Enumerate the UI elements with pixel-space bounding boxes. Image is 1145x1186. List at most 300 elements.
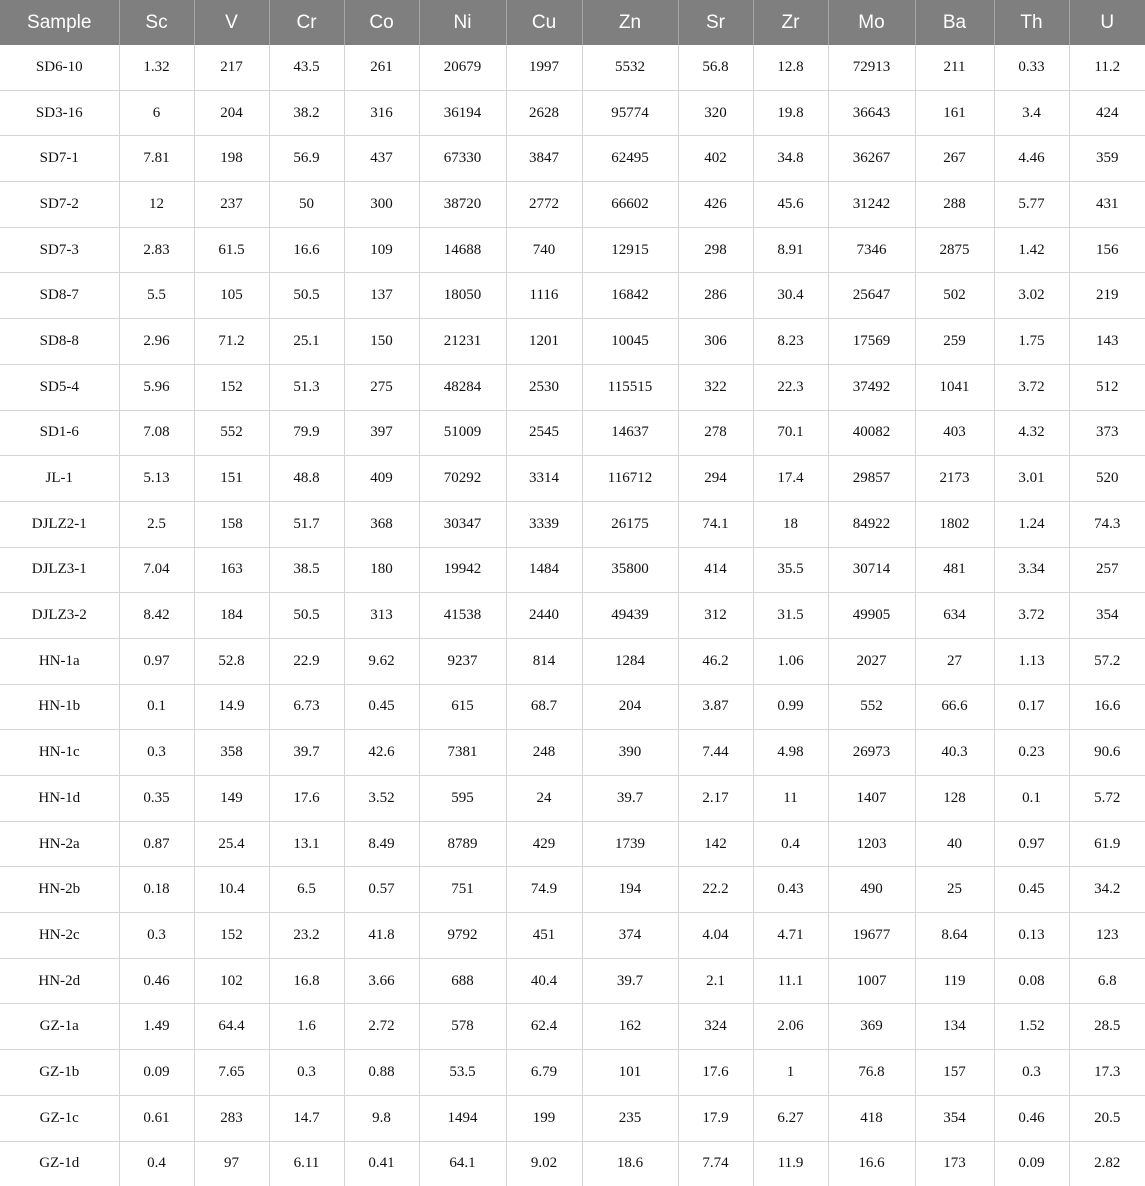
value-cell: 267 xyxy=(915,136,994,182)
value-cell: 257 xyxy=(1069,547,1145,593)
table-row xyxy=(0,913,1145,959)
value-cell: 128 xyxy=(915,776,994,822)
value-cell: 30.4 xyxy=(753,273,828,319)
value-cell: 26175 xyxy=(582,501,678,547)
value-cell: 14.9 xyxy=(194,684,269,730)
value-cell: 402 xyxy=(678,136,753,182)
value-cell: 16.8 xyxy=(269,958,344,1004)
value-cell: 322 xyxy=(678,364,753,410)
sample-cell: SD6-10 xyxy=(0,45,119,90)
sample-cell: SD8-8 xyxy=(0,319,119,365)
value-cell: 426 xyxy=(678,182,753,228)
column-header-v: V xyxy=(194,0,269,45)
value-cell: 3.87 xyxy=(678,684,753,730)
table-row xyxy=(0,958,1145,1004)
value-cell: 1.32 xyxy=(119,45,194,90)
value-cell: 4.98 xyxy=(753,730,828,776)
value-cell: 56.8 xyxy=(678,45,753,90)
value-cell: 62495 xyxy=(582,136,678,182)
value-cell: 354 xyxy=(1069,593,1145,639)
value-cell: 313 xyxy=(344,593,419,639)
value-cell: 312 xyxy=(678,593,753,639)
value-cell: 41.8 xyxy=(344,913,419,959)
value-cell: 40 xyxy=(915,821,994,867)
value-cell: 173 xyxy=(915,1141,994,1186)
value-cell: 16.6 xyxy=(269,227,344,273)
column-header-ni: Ni xyxy=(419,0,506,45)
value-cell: 49905 xyxy=(828,593,915,639)
value-cell: 161 xyxy=(915,90,994,136)
value-cell: 2440 xyxy=(506,593,582,639)
value-cell: 39.7 xyxy=(582,776,678,822)
value-cell: 3.34 xyxy=(994,547,1069,593)
value-cell: 0.87 xyxy=(119,821,194,867)
value-cell: 9792 xyxy=(419,913,506,959)
value-cell: 72913 xyxy=(828,45,915,90)
sample-cell: HN-1b xyxy=(0,684,119,730)
value-cell: 17.9 xyxy=(678,1095,753,1141)
value-cell: 0.3 xyxy=(994,1050,1069,1096)
value-cell: 66.6 xyxy=(915,684,994,730)
value-cell: 41538 xyxy=(419,593,506,639)
value-cell: 0.45 xyxy=(994,867,1069,913)
value-cell: 0.1 xyxy=(119,684,194,730)
value-cell: 2875 xyxy=(915,227,994,273)
value-cell: 4.46 xyxy=(994,136,1069,182)
table-row xyxy=(0,227,1145,273)
value-cell: 22.9 xyxy=(269,638,344,684)
value-cell: 7.44 xyxy=(678,730,753,776)
value-cell: 306 xyxy=(678,319,753,365)
value-cell: 11 xyxy=(753,776,828,822)
sample-cell: SD5-4 xyxy=(0,364,119,410)
value-cell: 8.64 xyxy=(915,913,994,959)
value-cell: 429 xyxy=(506,821,582,867)
value-cell: 34.8 xyxy=(753,136,828,182)
value-cell: 14688 xyxy=(419,227,506,273)
value-cell: 163 xyxy=(194,547,269,593)
value-cell: 204 xyxy=(582,684,678,730)
value-cell: 158 xyxy=(194,501,269,547)
value-cell: 354 xyxy=(915,1095,994,1141)
value-cell: 2.5 xyxy=(119,501,194,547)
value-cell: 502 xyxy=(915,273,994,319)
value-cell: 38.2 xyxy=(269,90,344,136)
value-cell: 20679 xyxy=(419,45,506,90)
column-header-zn: Zn xyxy=(582,0,678,45)
sample-cell: SD7-2 xyxy=(0,182,119,228)
value-cell: 1041 xyxy=(915,364,994,410)
table-row xyxy=(0,90,1145,136)
value-cell: 288 xyxy=(915,182,994,228)
sample-cell: HN-1c xyxy=(0,730,119,776)
value-cell: 194 xyxy=(582,867,678,913)
value-cell: 3339 xyxy=(506,501,582,547)
value-cell: 1.06 xyxy=(753,638,828,684)
value-cell: 149 xyxy=(194,776,269,822)
sample-cell: JL-1 xyxy=(0,456,119,502)
value-cell: 199 xyxy=(506,1095,582,1141)
value-cell: 9237 xyxy=(419,638,506,684)
value-cell: 9.02 xyxy=(506,1141,582,1186)
table-row xyxy=(0,1004,1145,1050)
value-cell: 283 xyxy=(194,1095,269,1141)
value-cell: 71.2 xyxy=(194,319,269,365)
value-cell: 1494 xyxy=(419,1095,506,1141)
value-cell: 373 xyxy=(1069,410,1145,456)
value-cell: 24 xyxy=(506,776,582,822)
value-cell: 70292 xyxy=(419,456,506,502)
table-row xyxy=(0,319,1145,365)
value-cell: 102 xyxy=(194,958,269,1004)
value-cell: 11.9 xyxy=(753,1141,828,1186)
value-cell: 157 xyxy=(915,1050,994,1096)
value-cell: 18 xyxy=(753,501,828,547)
value-cell: 30347 xyxy=(419,501,506,547)
sample-cell: HN-1a xyxy=(0,638,119,684)
column-header-co: Co xyxy=(344,0,419,45)
value-cell: 8.91 xyxy=(753,227,828,273)
value-cell: 3.52 xyxy=(344,776,419,822)
value-cell: 368 xyxy=(344,501,419,547)
value-cell: 109 xyxy=(344,227,419,273)
value-cell: 64.1 xyxy=(419,1141,506,1186)
value-cell: 45.6 xyxy=(753,182,828,228)
value-cell: 0.09 xyxy=(119,1050,194,1096)
value-cell: 95774 xyxy=(582,90,678,136)
table-row xyxy=(0,821,1145,867)
column-header-sc: Sc xyxy=(119,0,194,45)
value-cell: 2772 xyxy=(506,182,582,228)
sample-cell: DJLZ3-2 xyxy=(0,593,119,639)
value-cell: 29857 xyxy=(828,456,915,502)
value-cell: 5532 xyxy=(582,45,678,90)
value-cell: 259 xyxy=(915,319,994,365)
sample-cell: HN-2b xyxy=(0,867,119,913)
value-cell: 0.4 xyxy=(119,1141,194,1186)
sample-cell: GZ-1d xyxy=(0,1141,119,1186)
value-cell: 0.09 xyxy=(994,1141,1069,1186)
value-cell: 431 xyxy=(1069,182,1145,228)
value-cell: 5.5 xyxy=(119,273,194,319)
value-cell: 27 xyxy=(915,638,994,684)
value-cell: 36267 xyxy=(828,136,915,182)
value-cell: 374 xyxy=(582,913,678,959)
value-cell: 22.3 xyxy=(753,364,828,410)
value-cell: 1 xyxy=(753,1050,828,1096)
table-row xyxy=(0,1050,1145,1096)
value-cell: 320 xyxy=(678,90,753,136)
value-cell: 64.4 xyxy=(194,1004,269,1050)
value-cell: 437 xyxy=(344,136,419,182)
table-row xyxy=(0,1095,1145,1141)
value-cell: 30714 xyxy=(828,547,915,593)
value-cell: 12.8 xyxy=(753,45,828,90)
value-cell: 6 xyxy=(119,90,194,136)
value-cell: 0.57 xyxy=(344,867,419,913)
value-cell: 751 xyxy=(419,867,506,913)
value-cell: 298 xyxy=(678,227,753,273)
value-cell: 48284 xyxy=(419,364,506,410)
value-cell: 151 xyxy=(194,456,269,502)
value-cell: 39.7 xyxy=(269,730,344,776)
value-cell: 0.18 xyxy=(119,867,194,913)
value-cell: 7.81 xyxy=(119,136,194,182)
value-cell: 50.5 xyxy=(269,273,344,319)
value-cell: 134 xyxy=(915,1004,994,1050)
value-cell: 814 xyxy=(506,638,582,684)
value-cell: 61.5 xyxy=(194,227,269,273)
value-cell: 390 xyxy=(582,730,678,776)
value-cell: 67330 xyxy=(419,136,506,182)
value-cell: 79.9 xyxy=(269,410,344,456)
table-row xyxy=(0,273,1145,319)
value-cell: 6.8 xyxy=(1069,958,1145,1004)
value-cell: 14637 xyxy=(582,410,678,456)
value-cell: 552 xyxy=(194,410,269,456)
sample-cell: DJLZ2-1 xyxy=(0,501,119,547)
value-cell: 156 xyxy=(1069,227,1145,273)
value-cell: 248 xyxy=(506,730,582,776)
value-cell: 119 xyxy=(915,958,994,1004)
sample-cell: SD8-7 xyxy=(0,273,119,319)
table-row xyxy=(0,593,1145,639)
value-cell: 2.96 xyxy=(119,319,194,365)
value-cell: 23.2 xyxy=(269,913,344,959)
value-cell: 2530 xyxy=(506,364,582,410)
table-row xyxy=(0,730,1145,776)
sample-cell: GZ-1b xyxy=(0,1050,119,1096)
value-cell: 1.42 xyxy=(994,227,1069,273)
value-cell: 1007 xyxy=(828,958,915,1004)
value-cell: 53.5 xyxy=(419,1050,506,1096)
value-cell: 481 xyxy=(915,547,994,593)
value-cell: 5.77 xyxy=(994,182,1069,228)
value-cell: 16842 xyxy=(582,273,678,319)
value-cell: 1284 xyxy=(582,638,678,684)
column-header-u: U xyxy=(1069,0,1145,45)
column-header-sample: Sample xyxy=(0,0,119,45)
header-row xyxy=(0,0,1145,45)
value-cell: 101 xyxy=(582,1050,678,1096)
sample-cell: HN-2d xyxy=(0,958,119,1004)
value-cell: 324 xyxy=(678,1004,753,1050)
table-header xyxy=(0,0,1145,45)
value-cell: 31.5 xyxy=(753,593,828,639)
value-cell: 740 xyxy=(506,227,582,273)
value-cell: 48.8 xyxy=(269,456,344,502)
value-cell: 403 xyxy=(915,410,994,456)
table-row xyxy=(0,547,1145,593)
value-cell: 294 xyxy=(678,456,753,502)
value-cell: 369 xyxy=(828,1004,915,1050)
value-cell: 0.41 xyxy=(344,1141,419,1186)
value-cell: 11.2 xyxy=(1069,45,1145,90)
value-cell: 1739 xyxy=(582,821,678,867)
value-cell: 22.2 xyxy=(678,867,753,913)
value-cell: 1.52 xyxy=(994,1004,1069,1050)
value-cell: 184 xyxy=(194,593,269,639)
value-cell: 397 xyxy=(344,410,419,456)
sample-cell: SD7-3 xyxy=(0,227,119,273)
value-cell: 1203 xyxy=(828,821,915,867)
value-cell: 5.96 xyxy=(119,364,194,410)
value-cell: 1116 xyxy=(506,273,582,319)
table-row xyxy=(0,364,1145,410)
value-cell: 162 xyxy=(582,1004,678,1050)
value-cell: 11.1 xyxy=(753,958,828,1004)
value-cell: 634 xyxy=(915,593,994,639)
value-cell: 359 xyxy=(1069,136,1145,182)
value-cell: 0.1 xyxy=(994,776,1069,822)
value-cell: 5.13 xyxy=(119,456,194,502)
value-cell: 3847 xyxy=(506,136,582,182)
value-cell: 0.3 xyxy=(119,730,194,776)
value-cell: 36194 xyxy=(419,90,506,136)
value-cell: 414 xyxy=(678,547,753,593)
value-cell: 38720 xyxy=(419,182,506,228)
value-cell: 1201 xyxy=(506,319,582,365)
value-cell: 8.49 xyxy=(344,821,419,867)
value-cell: 51.3 xyxy=(269,364,344,410)
value-cell: 150 xyxy=(344,319,419,365)
value-cell: 46.2 xyxy=(678,638,753,684)
sample-cell: HN-2a xyxy=(0,821,119,867)
value-cell: 275 xyxy=(344,364,419,410)
column-header-cr: Cr xyxy=(269,0,344,45)
value-cell: 49439 xyxy=(582,593,678,639)
value-cell: 0.08 xyxy=(994,958,1069,1004)
value-cell: 25 xyxy=(915,867,994,913)
value-cell: 2.06 xyxy=(753,1004,828,1050)
value-cell: 1.49 xyxy=(119,1004,194,1050)
value-cell: 2628 xyxy=(506,90,582,136)
value-cell: 2.17 xyxy=(678,776,753,822)
value-cell: 0.43 xyxy=(753,867,828,913)
value-cell: 38.5 xyxy=(269,547,344,593)
value-cell: 21231 xyxy=(419,319,506,365)
value-cell: 19.8 xyxy=(753,90,828,136)
value-cell: 0.13 xyxy=(994,913,1069,959)
value-cell: 424 xyxy=(1069,90,1145,136)
value-cell: 180 xyxy=(344,547,419,593)
value-cell: 31242 xyxy=(828,182,915,228)
value-cell: 2.82 xyxy=(1094,1155,1121,1172)
value-cell: 12915 xyxy=(582,227,678,273)
value-cell: 35.5 xyxy=(753,547,828,593)
value-cell: 0.33 xyxy=(994,45,1069,90)
value-cell: 143 xyxy=(1069,319,1145,365)
value-cell: 43.5 xyxy=(269,45,344,90)
value-cell: 97 xyxy=(194,1141,269,1186)
value-cell: 40082 xyxy=(828,410,915,456)
value-cell: 7.04 xyxy=(119,547,194,593)
value-cell: 74.1 xyxy=(678,501,753,547)
value-cell: 316 xyxy=(344,90,419,136)
value-cell: 57.2 xyxy=(1069,638,1145,684)
value-cell: 74.3 xyxy=(1069,501,1145,547)
value-cell: 0.88 xyxy=(344,1050,419,1096)
value-cell: 18050 xyxy=(419,273,506,319)
value-cell: 152 xyxy=(194,913,269,959)
value-cell: 595 xyxy=(419,776,506,822)
value-cell: 1997 xyxy=(506,45,582,90)
value-cell: 418 xyxy=(828,1095,915,1141)
value-cell: 28.5 xyxy=(1069,1004,1145,1050)
value-cell: 0.46 xyxy=(119,958,194,1004)
value-cell: 51009 xyxy=(419,410,506,456)
value-cell: 204 xyxy=(194,90,269,136)
value-cell: 10.4 xyxy=(194,867,269,913)
value-cell: 0.97 xyxy=(994,821,1069,867)
value-cell: 278 xyxy=(678,410,753,456)
sample-cell: HN-1d xyxy=(0,776,119,822)
value-cell: 0.46 xyxy=(994,1095,1069,1141)
value-cell: 18.6 xyxy=(582,1141,678,1186)
value-cell: 0.61 xyxy=(119,1095,194,1141)
value-cell: 25.1 xyxy=(269,319,344,365)
value-cell: 137 xyxy=(344,273,419,319)
value-cell: 7.65 xyxy=(194,1050,269,1096)
value-cell: 8789 xyxy=(419,821,506,867)
value-cell: 3.66 xyxy=(344,958,419,1004)
column-header-ba: Ba xyxy=(915,0,994,45)
value-cell: 0.35 xyxy=(119,776,194,822)
value-cell: 90.6 xyxy=(1069,730,1145,776)
value-cell: 3314 xyxy=(506,456,582,502)
value-cell: 142 xyxy=(678,821,753,867)
value-cell: 19942 xyxy=(419,547,506,593)
value-cell: 2545 xyxy=(506,410,582,456)
value-cell: 40.4 xyxy=(506,958,582,1004)
value-cell: 1407 xyxy=(828,776,915,822)
value-cell: 36643 xyxy=(828,90,915,136)
value-cell: 20.5 xyxy=(1069,1095,1145,1141)
value-cell: 116712 xyxy=(582,456,678,502)
sample-cell: GZ-1c xyxy=(0,1095,119,1141)
value-cell: 0.17 xyxy=(994,684,1069,730)
value-cell: 9.8 xyxy=(344,1095,419,1141)
value-cell: 3.4 xyxy=(994,90,1069,136)
table-row xyxy=(0,1141,1145,1186)
sample-cell: HN-2c xyxy=(0,913,119,959)
value-cell: 52.8 xyxy=(194,638,269,684)
value-cell: 56.9 xyxy=(269,136,344,182)
table-row xyxy=(0,684,1145,730)
value-cell: 261 xyxy=(344,45,419,90)
value-cell: 1484 xyxy=(506,547,582,593)
value-cell: 0.3 xyxy=(119,913,194,959)
value-cell: 76.8 xyxy=(828,1050,915,1096)
table-row xyxy=(0,867,1145,913)
value-cell: 17.6 xyxy=(678,1050,753,1096)
value-cell: 6.5 xyxy=(269,867,344,913)
value-cell: 211 xyxy=(915,45,994,90)
value-cell: 6.79 xyxy=(506,1050,582,1096)
sample-cell: SD1-6 xyxy=(0,410,119,456)
value-cell: 19677 xyxy=(828,913,915,959)
column-header-sr: Sr xyxy=(678,0,753,45)
value-cell: 358 xyxy=(194,730,269,776)
value-cell: 578 xyxy=(419,1004,506,1050)
table-row xyxy=(0,45,1145,90)
value-cell: 520 xyxy=(1069,456,1145,502)
value-cell: 300 xyxy=(344,182,419,228)
value-cell: 68.7 xyxy=(506,684,582,730)
value-cell: 51.7 xyxy=(269,501,344,547)
value-cell: 3.01 xyxy=(994,456,1069,502)
value-cell: 7346 xyxy=(828,227,915,273)
